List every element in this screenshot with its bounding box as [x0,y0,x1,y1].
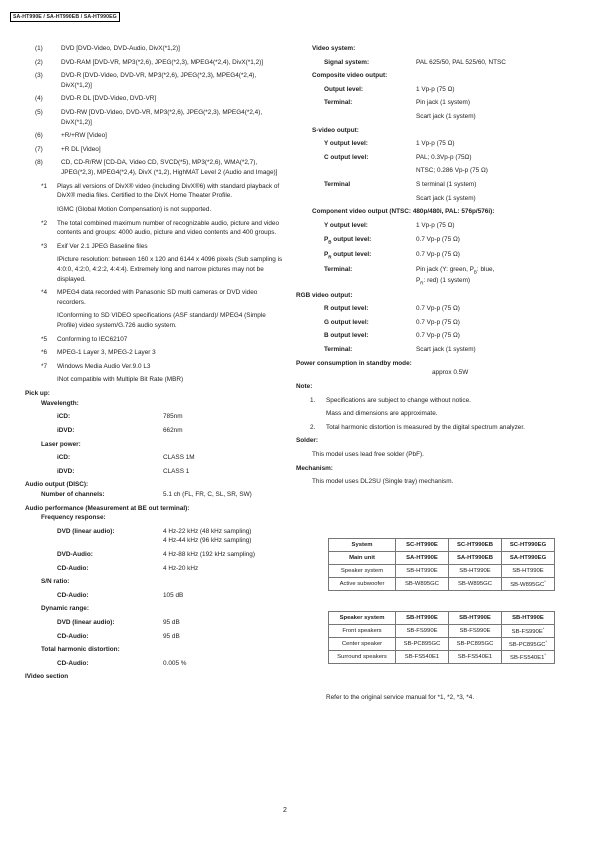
footnote-star: * [544,651,546,657]
cd-audio-label: CD-Audio: [57,591,89,599]
footnote-star: * [545,638,548,644]
table-cell: SB-FS990E [396,625,449,638]
footnote-item [25,219,283,238]
footnote-list [25,182,283,385]
format-text: DVD-R [DVD-Video, DVD-VR, MP3(*2,6), JPEG(*2,3), MPEG4(*2,4), DivX(*1,2)] [61,72,257,89]
table-cell: Center speaker [329,638,396,651]
component-pb-row [296,235,566,246]
terminal-label: Terminal: [324,265,353,273]
format-number: (8) [35,159,43,167]
composite-heading: Composite video output: [312,72,388,80]
footnote-star: * [544,578,546,584]
format-number: (2) [35,58,43,66]
footnote-text: MPEG-1 Layer 3, MPEG-2 Layer 3 [57,349,156,357]
table-cell: SB-W895GC* [502,578,555,591]
audio-output-heading: Audio output (DISC): [25,481,89,489]
cd-audio-dr-row [25,632,283,642]
idvd-label: iDVD: [57,467,75,475]
idvd-wavelength: 662nm [163,426,183,434]
page-number: 2 [283,807,287,814]
speaker-table [328,611,555,664]
dvd-audio-label: DVD-Audio: [57,550,93,558]
table-row [329,612,555,625]
cd-audio-freq: 4 Hz-20 kHz [163,564,199,572]
footnote-star: * [542,625,545,631]
cd-audio-sn: 105 dB [163,591,184,599]
pickup-heading: Pick up: [25,390,50,398]
icd-label: iCD: [57,454,71,462]
left-column [25,44,283,682]
table-cell: System [329,539,396,552]
document-header: SA-HT990E / SA-HT990EB / SA-HT990EG [10,12,120,22]
note-item-2 [296,423,566,433]
rgb-terminal-row [296,345,566,355]
b-output-label: B output level: [324,332,369,340]
terminal-label: Terminal [324,181,351,189]
cd-audio-freq-row [25,564,283,574]
cd-audio-thd: 0.005 % [163,659,187,667]
dvd-audio-freq: 4 Hz-88 kHz (192 kHz sampling) [163,550,255,558]
footnote-extra: IGMC (Global Motion Compensation) is not supported. [57,205,212,213]
component-terminal-row [296,265,566,287]
svideo-terminal-row-2 [296,194,566,204]
component-pr-value: 0.7 Vp-p (75 Ω) [416,250,460,258]
dvd-linear-freq-row-2 [25,536,283,546]
note-text: Total harmonic distortion is measured by the digital spectrum analyzer. [326,423,525,431]
y-output-label: Y output level: [324,221,368,229]
dvd-linear-freq-1: 4 Hz-22 kHz (48 kHz sampling) [163,527,252,535]
note-heading: Note: [296,382,313,390]
dvd-linear-dr: 95 dB [163,619,180,627]
icd-laser-row [25,453,283,463]
rgb-b-row [296,331,566,341]
table-cell: SA-HT990EB [449,552,502,565]
format-text: +R DL [Video] [61,145,101,153]
table-cell: SB-FS540E1* [502,651,555,664]
table-cell: SB-HT990E [502,612,555,625]
svideo-c-value-2: NTSC; 0.286 Vp-p (75 Ω) [416,167,488,175]
rgb-r-value: 0.7 Vp-p (75 Ω) [416,305,460,313]
table-cell: SC-HT990E [396,539,449,552]
right-column [296,44,566,491]
signal-system-row [296,58,566,68]
component-y-row [296,221,566,231]
format-number: (4) [35,95,43,103]
table-cell: SB-PC895GC* [502,638,555,651]
footnote-text: Conforming to IEC62107 [57,335,128,343]
format-text: DVD-RAM [DVD-VR, MP3(*2,6), JPEG(*2,3), MPEG4(*2,4), DivX(*1,2)] [61,58,264,66]
format-text: DVD [DVD-Video, DVD-Audio, DivX(*1,2)] [61,45,180,52]
svideo-y-value: 1 Vp-p (75 Ω) [416,140,455,148]
cd-audio-label: CD-Audio: [57,659,89,667]
note-item-1 [296,396,566,406]
audio-performance-heading: Audio performance (Measurement at BE out terminal): [25,504,190,512]
solder-text: This model uses lead free solder (PbF). [312,450,424,458]
table-cell: Active subwoofer [329,578,396,591]
mechanism-text: This model uses DL2SU (Single tray) mechanism. [312,478,454,486]
format-item [25,131,283,141]
format-item [25,108,283,127]
sn-ratio-heading: S/N ratio: [41,578,70,586]
idvd-wavelength-row [25,426,283,436]
table-row [329,539,555,552]
table-cell: Main unit [329,552,396,565]
table-cell: SB-HT990E [449,565,502,578]
table-cell: Front speakers [329,625,396,638]
component-pr-row [296,250,566,261]
footnote-marker: *2 [41,219,48,227]
cd-audio-dr: 95 dB [163,632,180,640]
footnote-extra: IConforming to SD VIDEO specifications (ASF standard)/ MPEG4 (Simple Profile) video system/G.726 audio system. [57,312,266,330]
table-cell: SB-HT990E [449,612,502,625]
composite-level-row [296,85,566,95]
component-pb-value: 0.7 Vp-p (75 Ω) [416,235,460,243]
cd-audio-thd-row [25,659,283,669]
rgb-terminal-value: Scart jack (1 system) [416,346,476,354]
signal-system-label: Signal system: [324,58,370,66]
footnote-marker: *7 [41,362,48,370]
solder-heading: Solder: [296,437,319,445]
svideo-terminal-2: Scart jack (1 system) [416,194,476,202]
svideo-heading: S-video output: [312,126,359,134]
format-item [25,94,283,104]
dynamic-range-heading: Dynamic range: [41,605,89,613]
power-value: approx 0.5W [432,369,469,377]
composite-terminal-2: Scart jack (1 system) [416,113,476,121]
footnote-item [25,182,283,201]
footnote-marker: *6 [41,349,48,357]
table-row [329,651,555,664]
video-system-heading: Video system: [312,45,356,52]
note-number: 1. [310,396,316,404]
table-row [329,552,555,565]
video-section-heading: IVideo section [25,673,69,681]
dvd-audio-freq-row [25,550,283,560]
svideo-c-row [296,153,566,163]
rgb-g-value: 0.7 Vp-p (75 Ω) [416,318,460,326]
frequency-response-heading: Frequency response: [41,514,106,522]
dvd-linear-freq-2: 4 Hz-44 kHz (96 kHz sampling) [163,537,252,545]
format-text: DVD-R DL [DVD-Video, DVD-VR] [61,95,157,103]
g-output-label: G output level: [324,318,369,326]
format-number: (6) [35,132,43,140]
svideo-c-row-2 [296,166,566,176]
idvd-laser-row [25,467,283,477]
laser-power-heading: Laser power: [41,440,81,448]
format-item [25,71,283,90]
footnote-text: Windows Media Audio Ver.9.0 L3 [57,362,151,370]
cd-audio-label: CD-Audio: [57,632,89,640]
rgb-b-value: 0.7 Vp-p (75 Ω) [416,332,460,340]
format-item [25,145,283,155]
footnote-text: Plays all versions of DivX® video (including DivX®6) with standard playback of DivX® media files. Certified to the DivX Home Theater Profile. [57,182,280,200]
footnote-item [25,348,283,358]
table-row [329,625,555,638]
svideo-terminal-1: S terminal (1 system) [416,181,477,189]
icd-laser-class: CLASS 1M [163,454,195,462]
svideo-y-row [296,139,566,149]
mechanism-heading: Mechanism: [296,464,333,472]
system-table [328,538,555,591]
channels-label: Number of channels: [41,490,105,498]
table-row [329,638,555,651]
wavelength-heading: Wavelength: [41,399,79,407]
format-number: (3) [35,72,43,80]
footnote-text: MPEG4 data recorded with Panasonic SD multi cameras or DVD video recorders. [57,289,258,306]
format-item [25,44,283,54]
rgb-r-row [296,304,566,314]
component-terminal-value: Pin jack (Y: green, $P_B$: blue, $P_R$: red) (1 system) [416,265,495,285]
footnote-marker: *4 [41,289,48,297]
channels-value: 5.1 ch (FL, FR, C, SL, SR, SW) [163,490,252,498]
table-row [329,578,555,591]
signal-system-value: PAL 625/50, PAL 525/60, NTSC [416,58,506,66]
table-cell: Speaker system [329,612,396,625]
r-output-label: R output level: [324,305,369,313]
footnote-marker: *3 [41,242,48,250]
table-cell: SB-W895GC [449,578,502,591]
thd-heading: Total harmonic distortion: [41,646,120,654]
note-text: Mass and dimensions are approximate. [326,410,438,418]
cd-audio-label: CD-Audio: [57,564,89,572]
dvd-linear-label: DVD (linear audio): [57,527,115,535]
c-output-label: C output level: [324,153,369,161]
rgb-heading: RGB video output: [296,291,353,299]
footnote-extra: INot compatible with Multiple Bit Rate (MBR) [57,376,184,384]
footnote-marker: *5 [41,335,48,343]
footnote-item [25,288,283,307]
format-number: (7) [35,145,43,153]
note-item-1b [296,409,566,419]
format-number: (1) [35,45,43,52]
power-heading: Power consumption in standby mode: [296,359,412,367]
dvd-linear-dr-row [25,618,283,628]
note-number: 2. [310,423,316,431]
composite-terminal-row-2 [296,112,566,122]
table-cell: Surround speakers [329,651,396,664]
table-cell: SB-PC895GC [449,638,502,651]
format-item [25,158,283,177]
composite-terminal-1: Pin jack (1 system) [416,99,470,107]
icd-wavelength: 785nm [163,413,183,421]
dvd-linear-label: DVD (linear audio): [57,619,115,627]
format-text: DVD-RW [DVD-Video, DVD-VR, MP3(*2,6), JPEG(*2,3), MPEG4(*2,4), DivX(*1,2)] [61,109,263,126]
table-cell: SB-FS990E [449,625,502,638]
format-text: CD, CD-R/RW [CD-DA, Video CD, SVCD(*5), MP3(*2,6), WMA(*2,7), JPEG(*2,3), MPEG4(*2,4), DivX (*1,2), HighMAT Level 2 (Audio and Image)] [61,159,278,177]
idvd-laser-class: CLASS 1 [163,467,190,475]
table-cell: Speaker system [329,565,396,578]
footnote-text: The total combined maximum number of recognizable audio, picture and video contents and groups: 4000 audio, picture and video contents and 400 groups. [57,219,280,237]
terminal-label: Terminal: [324,346,353,354]
footnote-item [25,362,283,372]
cd-audio-sn-row [25,591,283,601]
footnote-marker: *1 [41,182,48,190]
footnote-extra: IPicture resolution: between 160 x 120 and 6144 x 4096 pixels (Sub sampling is 4:0:0, 4:2:0, 4:2:2, 4:4:4). Extremely long and narrow pictures may not be displayed. [57,256,283,283]
y-output-label: Y output level: [324,140,368,148]
table-cell: SB-PC895GC [396,638,449,651]
reference-note: Refer to the original service manual for *1, *2, *3, *4. [326,694,475,701]
format-text: +R/+RW [Video] [61,132,107,140]
footnote-item [25,242,283,252]
composite-terminal-row [296,98,566,108]
table-cell: SC-HT990EB [449,539,502,552]
output-level-label: Output level: [324,85,364,93]
format-number: (5) [35,109,43,117]
table-cell: SA-HT990EG [502,552,555,565]
table-cell: SB-HT990E [502,565,555,578]
component-y-value: 1 Vp-p (75 Ω) [416,221,455,229]
idvd-label: iDVD: [57,426,75,434]
table-cell: SC-HT990EG [502,539,555,552]
dvd-linear-freq-row [25,527,283,537]
svideo-terminal-row [296,180,566,190]
table-cell: SB-HT990E [396,565,449,578]
table-row [329,565,555,578]
table-cell: SB-FS540E1 [449,651,502,664]
footnote-item [25,335,283,345]
table-cell: SB-W895GC [396,578,449,591]
pr-output-label: $P_R$ output level: [324,250,372,259]
svideo-c-value-1: PAL; 0.3Vp-p (75Ω) [416,153,472,161]
channels-row [25,490,283,500]
icd-wavelength-row [25,412,283,422]
table-cell: SA-HT990E [396,552,449,565]
pb-output-label: $P_B$ output level: [324,235,372,244]
icd-label: iCD: [57,413,71,421]
footnote-text: Exif Ver 2.1 JPEG Baseline files [57,242,148,250]
composite-level: 1 Vp-p (75 Ω) [416,85,455,93]
component-heading: Component video output (NTSC: 480p/480i, PAL: 576p/576i): [312,208,495,216]
table-cell: SB-FS540E1 [396,651,449,664]
rgb-g-row [296,318,566,328]
format-list [25,44,283,178]
table-cell: SB-FS990E* [502,625,555,638]
format-item [25,58,283,68]
table-cell: SB-HT990E [396,612,449,625]
terminal-label: Terminal: [324,99,353,107]
note-text: Specifications are subject to change without notice. [326,396,471,404]
